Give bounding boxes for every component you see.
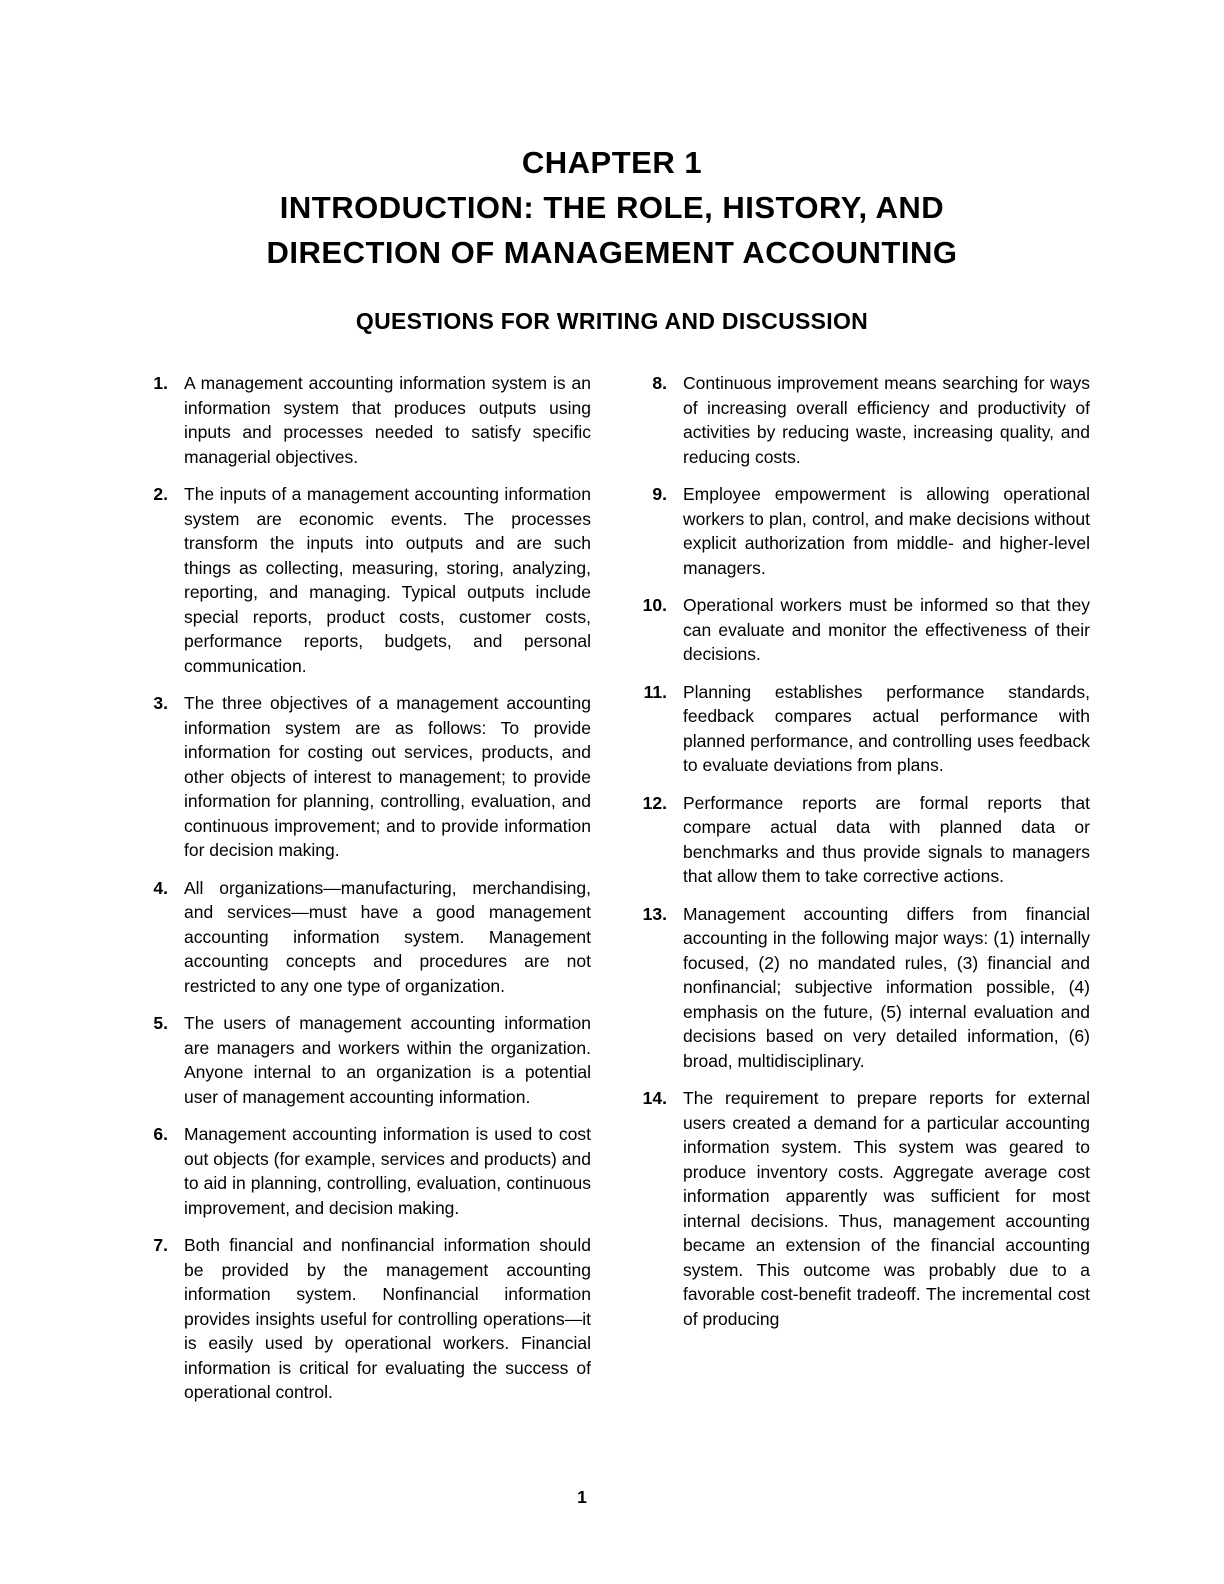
question-item [637,371,1090,469]
question-item [637,593,1090,667]
question-number: 9. [652,484,667,504]
question-item [138,876,591,999]
question-item [138,1122,591,1220]
question-item [138,371,591,469]
questions-columns [138,371,1090,1418]
question-number: 2. [153,484,168,504]
question-text: Performance reports are formal reports that compare actual data with planned data or benchmarks and thus provide signals to managers that allow them to take corrective actions. [683,792,1090,886]
question-text: Both financial and nonfinancial information should be provided by the management accounting information system. Nonfinancial information provides insights useful for controlling operations—it is easily used by operational workers. Financial information is critical for evaluating the success of operational control. [184,1235,591,1402]
question-number: 13. [642,903,667,924]
section-subtitle: QUESTIONS FOR WRITING AND DISCUSSION [355,308,869,334]
question-text: The requirement to prepare reports for external users created a demand for a particular accounting information system. This system was geared to produce inventory costs. Aggregate average cost information apparently was sufficient for most internal decisions. Thus, management accounting became an extension of the financial accounting system. This outcome was probably due to a favorable cost-benefit tradeoff. The incremental cost of producing [683,1088,1090,1329]
question-text: Operational workers must be informed so that they can evaluate and monitor the effectiveness of their decisions. [683,595,1090,664]
chapter-title-line-2: INTRODUCTION: THE ROLE, HISTORY, AND [279,190,945,225]
question-number: 5. [153,1013,168,1033]
question-text: Management accounting differs from financial accounting in the following major ways: (1) internally focused, (2) no mandated rules, (3) financial and nonfinancial; subjective information possible, (4) emphasis on the future, (5) internal evaluation and decisions based on very detailed information, (6) broad, multidisciplinary. [683,903,1090,1071]
question-item [637,902,1090,1074]
question-text: The inputs of a management accounting information system are economic events. The processes transform the inputs into outputs and are such things as collecting, measuring, storing, analyzing, reporting, and managing. Typical outputs include special reports, product costs, customer costs, performance reports, budgets, and personal communication. [184,484,591,676]
question-text: The three objectives of a management accounting information system are as follows: To provide information for costing out services, products, and other objects of interest to management; to provide information for planning, controlling, evaluation, and continuous improvement; and to provide information for decision making. [184,693,591,860]
question-number: 10. [642,595,667,615]
question-text: Planning establishes performance standards, feedback compares actual performance with planned performance, and controlling uses feedback to evaluate deviations from plans. [683,681,1090,775]
chapter-title-line-3: DIRECTION OF MANAGEMENT ACCOUNTING [266,235,958,270]
page-header [0,0,1224,334]
question-number: 12. [642,792,667,813]
question-text: All organizations—manufacturing, merchandising, and services—must have a good management accounting information system. Management accounting concepts and procedures are not restricted to any one type of organization. [184,877,591,996]
question-number: 8. [652,373,667,393]
question-text: Management accounting information is used to cost out objects (for example, services and products) and to aid in planning, controlling, evaluation, continuous improvement, and decision making. [184,1124,591,1218]
question-number: 11. [643,681,667,702]
question-item [637,482,1090,580]
question-number: 7. [153,1235,168,1255]
question-number: 1. [153,373,168,393]
questions-column-left [138,371,591,1418]
question-number: 14. [642,1088,667,1108]
page-number: 1 [577,1487,587,1507]
question-text: A management accounting information system is an information system that produces outputs using inputs and processes needed to satisfy specific managerial objectives. [184,373,591,467]
chapter-title-line-1: CHAPTER 1 [521,145,703,180]
question-text: Employee empowerment is allowing operational workers to plan, control, and make decisions without explicit authorization from middle- and higher-level managers. [683,484,1090,578]
question-item [138,482,591,678]
question-number: 4. [153,877,168,898]
question-item [138,691,591,863]
question-text: The users of management accounting information are managers and workers within the organization. Anyone internal to an organization is a potential user of management accounting information. [184,1013,591,1107]
question-item [637,680,1090,778]
question-item [637,791,1090,889]
question-item [138,1011,591,1109]
question-number: 3. [153,693,168,713]
question-item [637,1086,1090,1331]
questions-column-right [637,371,1090,1418]
question-item [138,1233,591,1405]
question-text: Continuous improvement means searching for ways of increasing overall efficiency and productivity of activities by reducing waste, increasing quality, and reducing costs. [683,373,1090,467]
question-number: 6. [153,1124,168,1144]
